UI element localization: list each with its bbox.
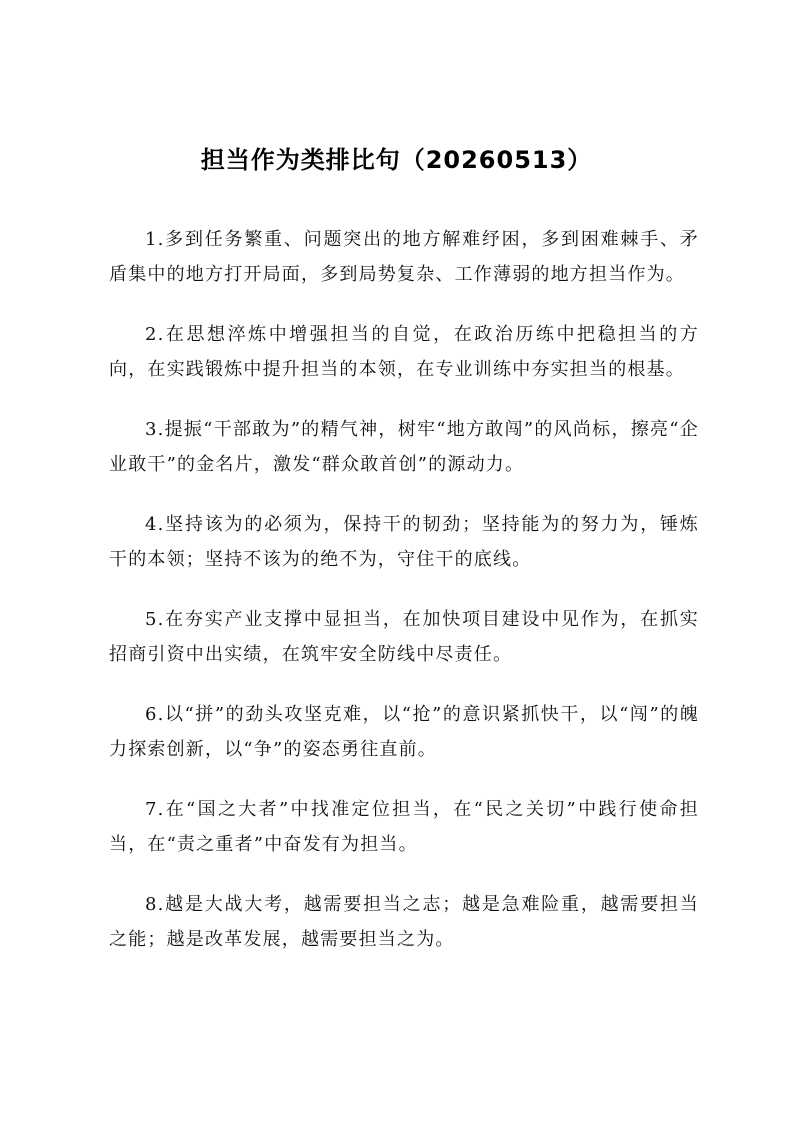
document-body xyxy=(109,222,699,982)
paragraph-1: 1.多到任务繁重、问题突出的地方解难纾困，多到困难棘手、矛盾集中的地方打开局面，多到局势复杂、工作薄弱的地方担当作为。 xyxy=(109,229,699,285)
paragraph-5: 5.在夯实产业支撑中显担当，在加快项目建设中见作为，在抓实招商引资中出实绩，在筑牢安全防线中尽责任。 xyxy=(109,609,699,665)
paragraph-6: 6.以“拼”的劲头攻坚克难，以“抢”的意识紧抓快干，以“闯”的魄力探索创新，以“争”的姿态勇往直前。 xyxy=(109,704,699,760)
paragraph-3: 3.提振“干部敢为”的精气神，树牢“地方敢闯”的风尚标，擦亮“企业敢干”的金名片，激发“群众敢首创”的源动力。 xyxy=(109,419,699,475)
paragraph-2: 2.在思想淬炼中增强担当的自觉，在政治历练中把稳担当的方向，在实践锻炼中提升担当的本领，在专业训练中夯实担当的根基。 xyxy=(109,324,699,380)
paragraph-7: 7.在“国之大者”中找准定位担当，在“民之关切”中践行使命担当，在“责之重者”中奋发有为担当。 xyxy=(109,799,699,855)
paragraph-4: 4.坚持该为的必须为，保持干的韧劲；坚持能为的努力为，锤炼干的本领；坚持不该为的绝不为，守住干的底线。 xyxy=(109,514,699,570)
document-title: 担当作为类排比句（20260513） xyxy=(200,146,593,174)
paragraph-8: 8.越是大战大考，越需要担当之志；越是急难险重，越需要担当之能；越是改革发展，越需要担当之为。 xyxy=(109,894,699,950)
